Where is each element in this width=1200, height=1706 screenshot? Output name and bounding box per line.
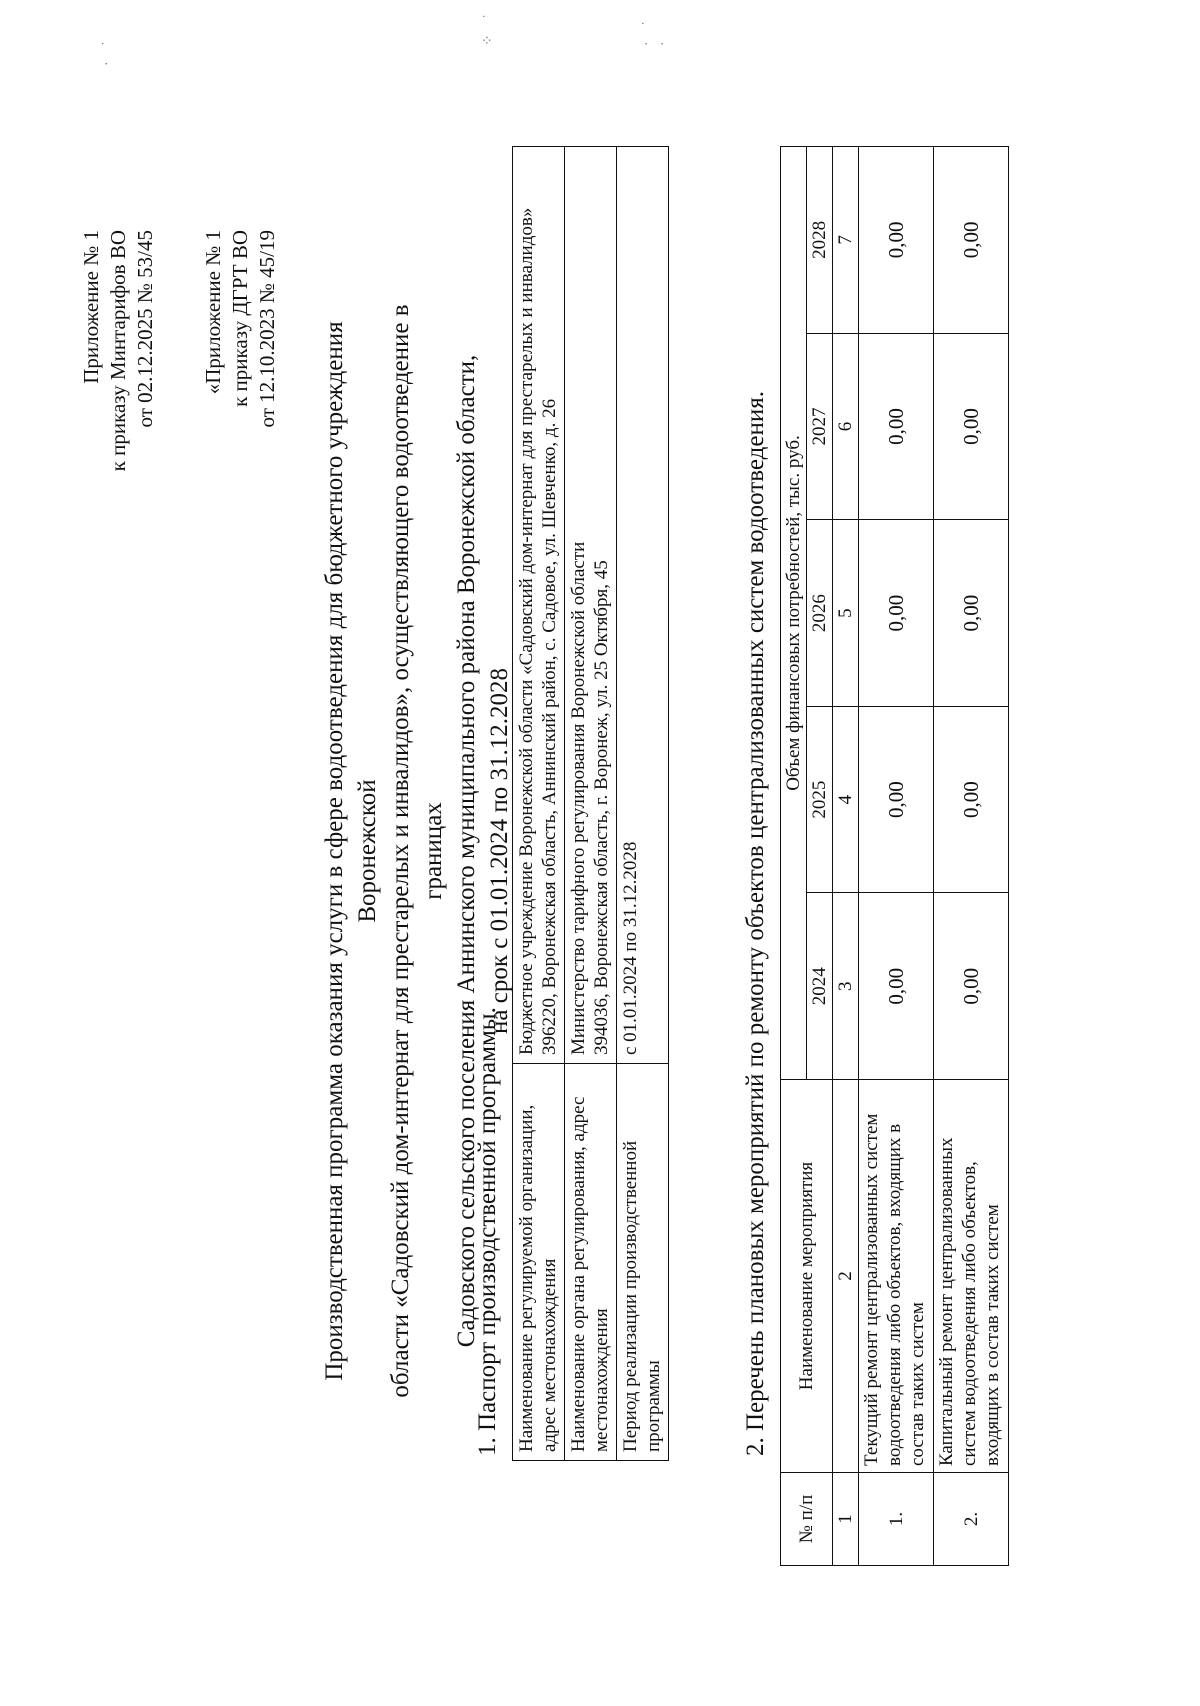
row-value: 0,00 [859,706,934,893]
passport-table [512,146,669,1461]
passport-value [513,147,565,1064]
header-line: от 02.12.2025 № 53/45 [133,230,157,428]
title-line: Садовского сельского поселения Аннинского муниципального района Воронежской области, [453,354,480,1348]
row-value: 0,00 [934,520,1009,707]
year-header: 2028 [807,147,833,334]
approval-header-current [78,230,159,650]
row-name: Текущий ремонт централизованных систем водоотведения либо объектов, входящих в состав таких систем [859,1080,934,1473]
table-row [565,147,617,1461]
index-cell: 4 [833,706,859,893]
scan-artifact: · ˙ · [640,15,671,46]
passport-value [565,147,617,1064]
plan-table [780,146,1009,1566]
index-cell: 2 [833,1080,859,1473]
row-value: 0,00 [859,147,934,334]
table-row [859,147,934,1566]
header-line: «Приложение № 1 [201,230,225,395]
index-cell: 5 [833,520,859,707]
header-line: к приказу Минтарифов ВО [106,230,130,472]
table-index-row [833,147,859,1566]
column-header-name: Наименование мероприятия [781,1080,833,1473]
header-line: к приказу ДГРТ ВО [228,230,252,407]
table-row [513,147,565,1461]
table-header-row [781,147,807,1566]
row-value: 0,00 [859,520,934,707]
index-cell: 7 [833,147,859,334]
year-header: 2024 [807,893,833,1080]
value-line: 396220, Воронежская область, Аннинский район, с. Садовое, ул. Шевченко, д. 26 [539,398,560,1055]
passport-label: Наименование регулируемой организации, адрес местонахождения [513,1064,565,1461]
row-num: 1. [859,1473,934,1566]
table-row [934,147,1009,1566]
passport-label: Наименование органа регулирования, адрес местонахождения [565,1064,617,1461]
table-row [617,147,669,1461]
column-header-volume: Объем финансовых потребностей, тыс. руб. [781,147,807,1080]
row-value: 0,00 [859,333,934,520]
index-cell: 6 [833,333,859,520]
title-line: области «Садовский дом-интернат для престарелых и инвалидов», осуществляющего водоотведение в границах [387,304,447,1398]
row-value: 0,00 [859,893,934,1080]
row-value: 0,00 [934,893,1009,1080]
approval-header-previous [200,230,281,650]
scan-artifact: ⁘ ˙ [481,8,496,46]
value-line: Министерство тарифного регулирования Воронежской области [568,541,589,1055]
value-line: Бюджетное учреждение Воронежской области «Садовский дом-интернат для престарелых и инвалидов» [516,207,537,1055]
year-header: 2027 [807,333,833,520]
index-cell: 3 [833,893,859,1080]
year-header: 2025 [807,706,833,893]
column-header-num: № п/п [781,1473,833,1566]
passport-value: с 01.01.2024 по 31.12.2028 [617,147,669,1064]
section-1-title: 1. Паспорт производственной программы. [474,1007,501,1456]
row-num: 2. [934,1473,1009,1566]
row-value: 0,00 [934,147,1009,334]
row-name: Капитальный ремонт централизованных систем водоотведения либо объектов, входящих в состав таких систем [934,1080,1009,1473]
title-line: Производственная программа оказания услуги в сфере водоотведения для бюджетного учреждения Воронежской [321,321,381,1381]
row-value: 0,00 [934,333,1009,520]
header-line: Приложение № 1 [79,230,103,384]
value-line: 394036, Воронежская область, г. Воронеж, ул. 25 Октября, 45 [591,560,612,1055]
year-header: 2026 [807,520,833,707]
scan-artifact: · ˙ [100,35,115,66]
header-line: от 12.10.2023 № 45/19 [255,230,279,428]
section-2-title: 2. Перечень плановых мероприятий по ремонту объектов централизованных систем водоотведения. [742,391,769,1456]
row-value: 0,00 [934,706,1009,893]
title-line: на срок с 01.01.2024 по 31.12.2028 [486,668,513,1034]
passport-label: Период реализации производственной программы [617,1064,669,1461]
index-cell: 1 [833,1473,859,1566]
